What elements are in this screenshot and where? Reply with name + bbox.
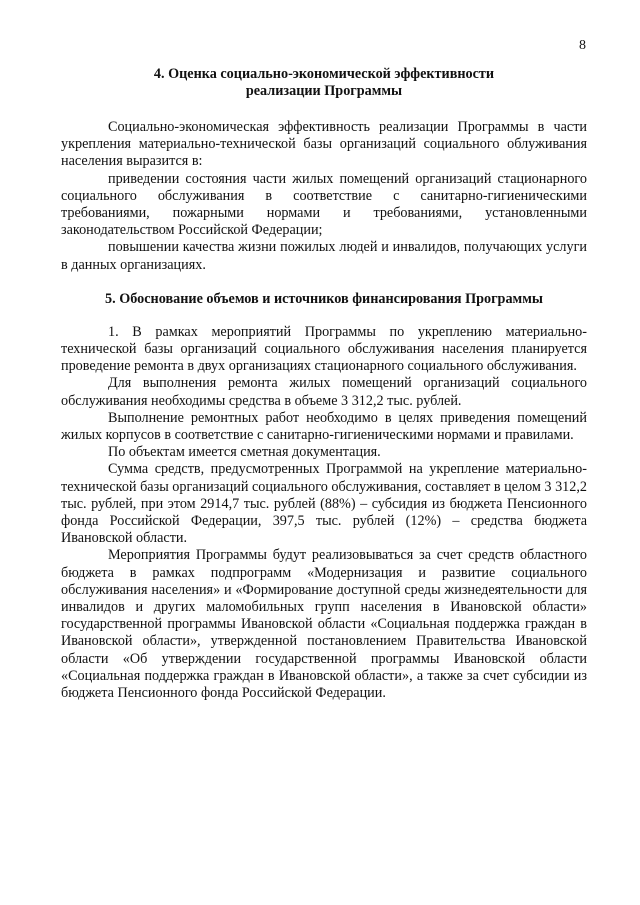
section-4-paragraph: приведении состояния части жилых помещений организаций стационарного социального обслуживания в соответствие с санитарно-гигиеническими требованиями, пожарными нормами и требованиями, установленными законодательством Российской Федерации; [61, 170, 587, 239]
section-4-paragraph: Социально-экономическая эффективность реализации Программы в части укрепления материально-технической базы организаций социального облуживания населения выразится в: [61, 119, 587, 170]
section-4-heading [61, 66, 587, 100]
section-5-paragraph: По объектам имеется сметная документация. [108, 444, 381, 461]
section-5-paragraph: Для выполнения ремонта жилых помещений организаций социального обслуживания необходимы средства в объеме 3 312,2 тыс. рублей. [61, 375, 587, 409]
section-4-title-line-1: 4. Оценка социально-экономической эффективности [153, 66, 495, 82]
section-5-paragraph: Выполнение ремонтных работ необходимо в целях приведения помещений жилых корпусов в соответствие с санитарно-гигиеническими нормами и правилами. [61, 409, 587, 444]
page-number: 8 [579, 38, 586, 53]
section-5-paragraph: 1. В рамках мероприятий Программы по укреплению материально-технической базы организаций социального обслуживания населения планируется проведение ремонта в двух организациях стационарного социального обслуживания. [61, 323, 587, 375]
section-4-paragraph: повышении качества жизни пожилых людей и инвалидов, получающих услуги в данных организациях. [61, 239, 587, 273]
section-5-paragraph: Сумма средств, предусмотренных Программой на укрепление материально-технической базы организаций социального обслуживания, составляет в целом 3 312,2 тыс. рублей, при этом 2914,7 тыс. рублей (88%) – субсидия из бюджета Пенсионного фонда Российской Федерации, 397,5 тыс. рублей (12%) – средства бюджета Ивановской области. [61, 461, 587, 547]
section-5-heading: 5. Обоснование объемов и источников финансирования Программы [105, 290, 543, 307]
section-4-title-line-2: реализации Программы [245, 83, 403, 99]
section-5-paragraph: Мероприятия Программы будут реализовываться за счет средств областного бюджета в рамках подпрограмм «Модернизация и развитие социального обслуживания населения» и «Формирование доступной среды жизнедеятельности для инвалидов и других маломобильных групп населения в Ивановской области» государственной программы Ивановской области «Социальная поддержка граждан в Ивановской области», утвержденной постановлением Правительства Ивановской области «Об утверждении государственной программы Ивановской области «Социальная поддержка граждан в Ивановской области», а также за счет субсидии из бюджета Пенсионного фонда Российской Федерации. [61, 547, 587, 702]
document-body [61, 66, 587, 702]
